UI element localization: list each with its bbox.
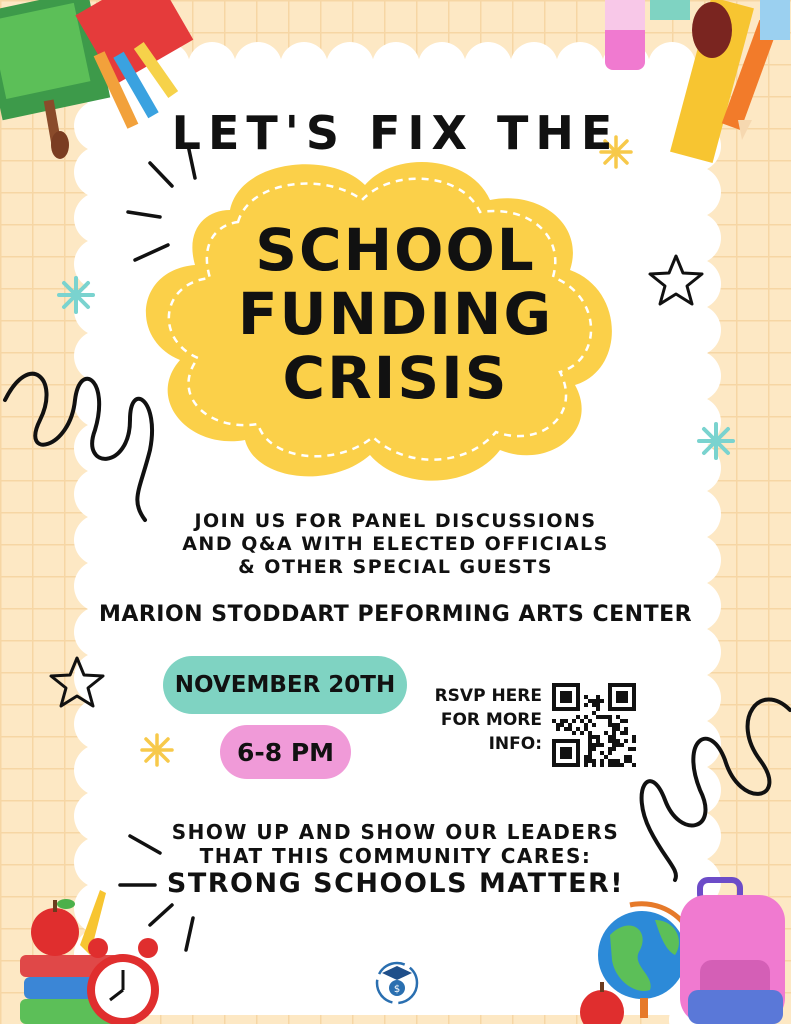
qr-code-icon[interactable] [552, 683, 636, 767]
venue-name: MARION STODDART PEFORMING ARTS CENTER [98, 602, 693, 627]
description-line: AND Q&A WITH ELECTED OFFICIALS [182, 533, 609, 555]
time-badge: 6-8 PM [220, 725, 351, 779]
rsvp-line: RSVP HERE [434, 686, 542, 706]
headline-intro: LET'S FIX THE [171, 106, 620, 160]
title-line: CRISIS [282, 344, 509, 412]
title-line: SCHOOL [255, 216, 536, 284]
title-line: FUNDING [237, 280, 554, 348]
rsvp-label [430, 684, 542, 756]
date-badge: NOVEMBER 20TH [163, 656, 407, 714]
description-line: JOIN US FOR PANEL DISCUSSIONS [194, 510, 597, 532]
graduation-cap-dollar-logo [372, 958, 422, 1008]
rsvp-line: FOR MORE [440, 710, 542, 730]
call-to-action [0, 820, 791, 868]
page-title [0, 218, 791, 410]
event-description [0, 510, 791, 579]
svg-text:$: $ [393, 984, 401, 995]
cta-line: THAT THIS COMMUNITY CARES: [199, 844, 592, 868]
description-line: & OTHER SPECIAL GUESTS [238, 556, 553, 578]
cta-line: SHOW UP AND SHOW OUR LEADERS [171, 820, 620, 844]
rsvp-line: INFO: [488, 734, 542, 754]
tagline: STRONG SCHOOLS MATTER! [166, 868, 625, 899]
